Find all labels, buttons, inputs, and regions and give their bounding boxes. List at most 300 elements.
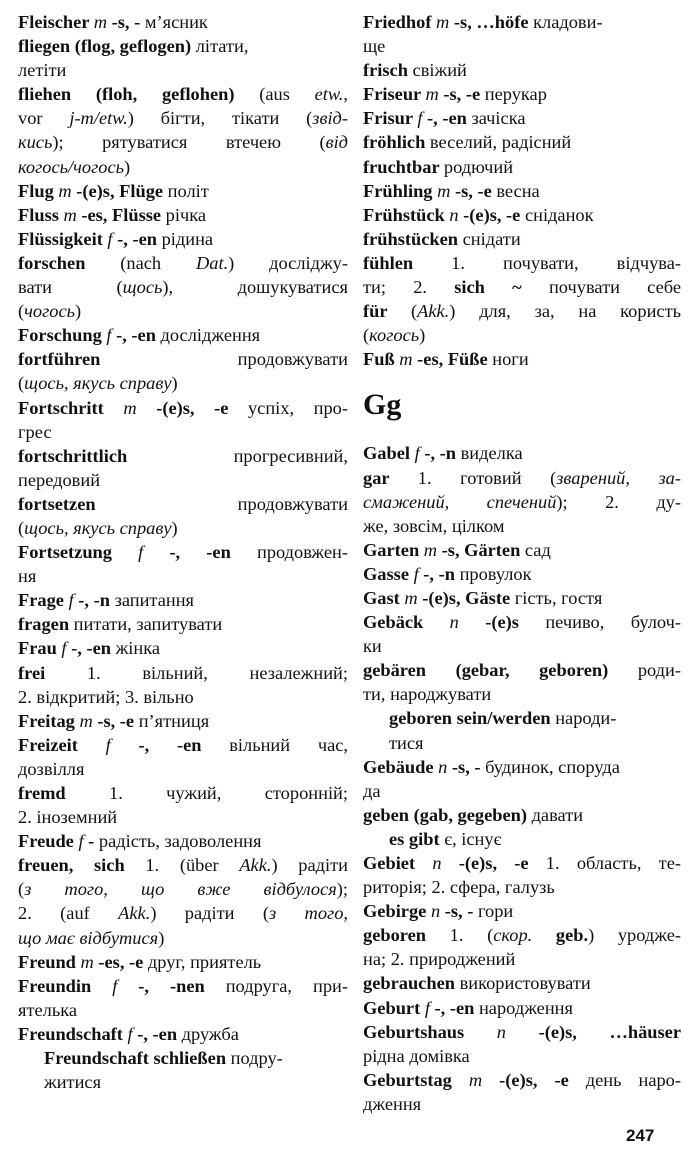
- translation-text: ти; 2.: [363, 277, 455, 298]
- entry-line: [18, 203, 348, 227]
- headword-text: frisch: [363, 60, 413, 81]
- translation-text: веселий, радісний: [429, 132, 572, 153]
- grammar-note-text: m: [468, 1069, 483, 1090]
- headword-text: Fuß: [363, 349, 400, 370]
- translation-text: ятелька: [18, 999, 78, 1020]
- entry-line: [363, 299, 681, 323]
- headword-text: Frühling: [363, 180, 438, 201]
- entry-line: [363, 441, 681, 465]
- translation-text: родючий: [443, 156, 514, 177]
- translation-text: почувати себе: [548, 277, 682, 298]
- grammar-note-text: з того,: [269, 903, 348, 924]
- translation-text: риторія; 2. сфера, галузь: [363, 877, 555, 898]
- entry-line: [363, 779, 681, 803]
- translation-text: 2. іноземний: [18, 807, 118, 828]
- headword-text: Geburt: [363, 997, 425, 1018]
- entry-line: [363, 490, 681, 514]
- translation-text: подру-: [230, 1048, 283, 1069]
- headword-text: Frisur: [363, 108, 418, 129]
- translation-text: 2. відкритий; 3. вільно: [18, 686, 194, 707]
- entry-line: [18, 251, 348, 275]
- translation-text: летіти: [18, 60, 67, 81]
- translation-text: є, існує: [444, 828, 502, 849]
- headword-text: -s, Gärten: [437, 539, 525, 560]
- entry-line: [18, 444, 348, 468]
- grammar-note-text: m: [58, 180, 72, 201]
- entry-line: [18, 371, 348, 395]
- grammar-note-text: скор.: [493, 925, 533, 946]
- headword-text: Gebäck: [363, 612, 450, 633]
- grammar-note-text: f: [106, 325, 112, 346]
- headword-text: Fleischer: [18, 12, 94, 32]
- headword-text: Garten: [363, 539, 424, 560]
- translation-text: житися: [44, 1072, 102, 1093]
- headword-text: Freundschaft: [18, 1023, 128, 1044]
- headword-text: Geburtstag: [363, 1069, 469, 1090]
- translation-text: подруга, при-: [225, 975, 348, 996]
- headword-text: fortführen: [18, 349, 238, 370]
- headword-text: Gebirge: [363, 901, 431, 922]
- grammar-note-text: f: [127, 1023, 133, 1044]
- entry-line: [18, 564, 348, 588]
- headword-text: es gibt: [389, 828, 445, 849]
- translation-text: ), дошукуватися: [162, 277, 348, 298]
- headword-text: Fortschritt: [18, 397, 124, 418]
- headword-text: Fortsetzung: [18, 542, 139, 563]
- headword-text: Freund: [18, 951, 81, 972]
- grammar-note-text: звід-: [312, 108, 348, 129]
- entry-line: [363, 971, 681, 995]
- entry-line: [363, 923, 681, 947]
- entry-line: [18, 829, 348, 853]
- translation-text: ): [171, 373, 178, 394]
- grammar-note-text: Akk.: [239, 855, 272, 876]
- grammar-note-text: f: [424, 997, 430, 1018]
- headword-text: -s, -e: [438, 84, 485, 105]
- headword-text: geben (gab, gegeben): [363, 804, 532, 825]
- translation-text: ки: [363, 636, 382, 657]
- headword-text: Gabel: [363, 443, 415, 464]
- headword-text: Gebäude: [363, 756, 439, 777]
- entry-line: [18, 540, 348, 564]
- translation-text: ,: [343, 84, 348, 105]
- headword-text: sich ~: [454, 277, 549, 298]
- translation-text: успіх, про-: [247, 397, 349, 418]
- grammar-note-text: m: [437, 180, 451, 201]
- headword-text: -, -en: [429, 997, 479, 1018]
- translation-text: продовжен-: [256, 542, 348, 563]
- headword-text: fruchtbar: [363, 156, 444, 177]
- entry-line: [363, 323, 681, 347]
- headword-text: Friseur: [363, 84, 426, 105]
- entry-line: [363, 658, 681, 682]
- translation-text: вільний час,: [229, 734, 349, 755]
- headword-text: Gasse: [363, 563, 414, 584]
- translation-text: (aus: [259, 84, 315, 105]
- entry-line: [18, 492, 348, 516]
- entry-line: [363, 130, 681, 154]
- entry-line: [18, 420, 348, 444]
- headword-text: Friedhof: [363, 12, 437, 32]
- grammar-note-text: когось/чогось: [18, 156, 124, 177]
- entry-line: [363, 610, 681, 634]
- entry-line: [363, 514, 681, 538]
- headword-text: Freundin: [18, 975, 113, 996]
- translation-text: дружба: [181, 1023, 239, 1044]
- translation-text: продовжувати: [237, 349, 348, 370]
- grammar-note-text: n: [449, 204, 459, 225]
- headword-text: Frau: [18, 638, 62, 659]
- grammar-note-text: Dat.: [195, 252, 229, 273]
- translation-text: ) бігти, тікати (: [127, 108, 313, 129]
- translation-text: сад: [524, 539, 551, 560]
- grammar-note-text: щось, якусь справу: [24, 517, 172, 538]
- grammar-note-text: m: [93, 12, 108, 32]
- headword-text: -(e)s, …häuser: [505, 1021, 681, 1042]
- grammar-note-text: m: [399, 349, 413, 370]
- headword-text: -es, Füße: [412, 349, 493, 370]
- translation-text: 1. область, те-: [545, 853, 681, 873]
- translation-text: грес: [18, 421, 52, 442]
- headword-text: -, -n: [419, 443, 461, 464]
- entry-line: [363, 34, 681, 58]
- grammar-note-text: f: [138, 542, 144, 563]
- headword-text: fortsetzen: [18, 493, 238, 514]
- entry-line: [18, 950, 348, 974]
- headword-text: Flug: [18, 180, 59, 201]
- grammar-note-text: f: [112, 975, 118, 996]
- headword-text: fliehen (floh, geflohen): [18, 84, 260, 105]
- entry-line: [363, 1092, 681, 1116]
- translation-text: ня: [18, 566, 37, 587]
- grammar-note-text: що має відбутися: [18, 927, 159, 948]
- headword-text: -, -en: [143, 542, 257, 563]
- grammar-note-text: etw.: [314, 84, 344, 105]
- entry-line: [18, 709, 348, 733]
- grammar-note-text: n: [430, 901, 441, 922]
- translation-text: питати, запитувати: [73, 614, 223, 635]
- entry-line: [363, 755, 681, 779]
- translation-text: 1. (über: [145, 855, 240, 876]
- headword-text: Gebiet: [363, 853, 433, 873]
- translation-text: ): [158, 927, 165, 948]
- translation-text: (: [18, 373, 25, 394]
- translation-text: народи-: [555, 708, 617, 729]
- headword-text: -, -en: [112, 228, 162, 249]
- grammar-note-text: від: [325, 132, 348, 153]
- translation-text: ноги: [492, 349, 529, 370]
- grammar-note-text: чогось: [24, 301, 75, 322]
- headword-text: -(e)s, Gäste: [417, 587, 515, 608]
- entry-line: [18, 853, 348, 877]
- entry-line: [363, 634, 681, 658]
- translation-text: політ: [167, 180, 209, 201]
- translation-text: ти, народжувати: [363, 684, 492, 705]
- headword-text: -es, -e: [93, 951, 148, 972]
- right-column-f-entries: [363, 10, 681, 371]
- entry-line: [363, 227, 681, 251]
- translation-text: (: [410, 301, 418, 322]
- headword-text: -(e)s: [458, 612, 546, 633]
- translation-text: весна: [496, 180, 540, 201]
- grammar-note-text: f: [61, 638, 67, 659]
- entry-line: [18, 926, 348, 950]
- headword-text: gebrauchen: [363, 973, 460, 994]
- translation-text: (: [18, 301, 25, 322]
- headword-text: -s, -: [440, 901, 478, 922]
- translation-text: vor: [18, 108, 70, 129]
- entry-line: [18, 974, 348, 998]
- entry-line: [18, 1070, 348, 1094]
- headword-text: fortschrittlich: [18, 445, 234, 466]
- grammar-note-text: f: [105, 734, 111, 755]
- grammar-note-text: Akk.: [118, 903, 151, 924]
- entry-line: [18, 299, 348, 323]
- translation-text: виделка: [460, 443, 523, 464]
- entry-line: [18, 588, 348, 612]
- page-number: 247: [626, 1126, 655, 1145]
- translation-text: (: [18, 517, 25, 538]
- entry-line: [18, 661, 348, 685]
- headword-text: Fluss: [18, 204, 64, 225]
- entry-line: [18, 901, 348, 925]
- right-column-g-entries: [363, 441, 681, 1116]
- translation-text: ); 2. ду-: [556, 491, 681, 512]
- grammar-note-text: f: [413, 563, 419, 584]
- headword-text: frühstücken: [363, 228, 463, 249]
- translation-text: (: [18, 879, 25, 900]
- translation-text: ): [419, 325, 426, 346]
- entry-line: [18, 227, 348, 251]
- translation-text: передовий: [18, 469, 101, 490]
- headword-text: Flüssigkeit: [18, 228, 108, 249]
- translation-text: прогресивний,: [233, 445, 348, 466]
- translation-text: вати (: [18, 277, 123, 298]
- grammar-note-text: m: [80, 951, 94, 972]
- translation-text: ще: [363, 36, 386, 57]
- entry-line: [18, 323, 348, 347]
- headword-text: -(e)s, -e: [441, 853, 546, 873]
- entry-line: [18, 1022, 348, 1046]
- translation-text: кладови-: [533, 12, 603, 32]
- headword-text: -, -nen: [117, 975, 226, 996]
- entry-line: [363, 586, 681, 610]
- translation-text: (: [363, 325, 370, 346]
- entry-line: [363, 106, 681, 130]
- entry-line: [18, 347, 348, 371]
- translation-text: ) досліджу-: [228, 252, 348, 273]
- headword-text: geboren sein/werden: [389, 708, 556, 729]
- headword-text: -, -en: [110, 734, 230, 755]
- translation-text: рідина: [161, 228, 214, 249]
- translation-text: печиво, булоч-: [545, 612, 682, 633]
- translation-text: п’ятниця: [138, 710, 210, 731]
- headword-text: Frage: [18, 590, 69, 611]
- entry-line: [363, 82, 681, 106]
- grammar-note-text: когось: [369, 325, 420, 346]
- grammar-note-text: j-m/etw.: [69, 108, 128, 129]
- headword-text: für: [363, 301, 411, 322]
- translation-text: перукар: [484, 84, 547, 105]
- translation-text: ) радіти (: [150, 903, 269, 924]
- grammar-note-text: n: [432, 853, 442, 873]
- translation-text: ): [75, 301, 82, 322]
- grammar-note-text: n: [438, 756, 448, 777]
- grammar-note-text: f: [68, 590, 74, 611]
- entry-line: [18, 396, 348, 420]
- translation-text: 2. (auf: [18, 903, 119, 924]
- headword-text: frei: [18, 662, 87, 683]
- section-heading: Gg: [363, 388, 402, 422]
- entry-line: [18, 781, 348, 805]
- entry-line: [363, 203, 681, 227]
- entry-line: [363, 947, 681, 971]
- translation-text: 1. чужий, сторонній;: [109, 783, 349, 803]
- headword-text: gar: [363, 467, 418, 488]
- entry-line: [18, 179, 348, 203]
- entry-line: [363, 251, 681, 275]
- grammar-note-text: m: [123, 397, 137, 418]
- headword-text: geb.: [532, 925, 589, 946]
- entry-line: [18, 636, 348, 660]
- translation-text: тися: [389, 732, 424, 753]
- translation-text: снідати: [462, 228, 521, 249]
- entry-line: [363, 851, 681, 875]
- entry-line: [363, 1020, 681, 1044]
- entry-line: [18, 58, 348, 82]
- entry-line: [18, 877, 348, 901]
- headword-text: fremd: [18, 783, 110, 803]
- headword-text: -, -en: [111, 325, 161, 346]
- grammar-note-text: з того, що вже відбулося: [24, 879, 337, 900]
- translation-text: (nach: [120, 252, 196, 273]
- translation-text: дозвілля: [18, 758, 85, 779]
- translation-text: річка: [165, 204, 207, 225]
- headword-text: Geburtshaus: [363, 1021, 497, 1042]
- entry-line: [18, 733, 348, 757]
- entry-line: [363, 1068, 681, 1092]
- headword-text: geboren: [363, 925, 450, 946]
- grammar-note-text: смажений, спечений: [363, 491, 557, 512]
- translation-text: 1. готовий (: [417, 467, 557, 488]
- translation-text: зачіска: [471, 108, 526, 129]
- entry-line: [363, 706, 681, 730]
- translation-text: використовувати: [459, 973, 591, 994]
- translation-text: літати,: [195, 36, 249, 57]
- headword-text: -es, Flüsse: [76, 204, 166, 225]
- grammar-note-text: m: [404, 587, 418, 608]
- right-column: [363, 10, 681, 1116]
- grammar-note-text: m: [423, 539, 438, 560]
- translation-text: ) для, за, на користь: [449, 301, 681, 322]
- entry-line: [363, 562, 681, 586]
- headword-text: -, -n: [418, 563, 460, 584]
- entry-line: [363, 827, 681, 851]
- translation-text: на; 2. природжений: [363, 949, 516, 970]
- headword-text: gebären (gebar, geboren): [363, 660, 638, 681]
- translation-text: провулок: [459, 563, 532, 584]
- translation-text: сніданок: [524, 204, 594, 225]
- translation-text: запитання: [114, 590, 194, 611]
- entry-line: [363, 731, 681, 755]
- headword-text: Freundschaft schließen: [44, 1048, 231, 1069]
- translation-text: радість, задоволення: [98, 831, 262, 852]
- translation-text: друг, приятель: [147, 951, 262, 972]
- headword-text: -, -n: [73, 590, 115, 611]
- translation-text: дження: [363, 1093, 422, 1114]
- grammar-note-text: f: [414, 443, 420, 464]
- entry-line: [363, 179, 681, 203]
- entry-line: [18, 612, 348, 636]
- grammar-note-text: Akk.: [417, 301, 450, 322]
- translation-text: народження: [478, 997, 573, 1018]
- grammar-note-text: f: [78, 831, 84, 852]
- entry-line: [363, 58, 681, 82]
- headword-text: Freude: [18, 831, 79, 852]
- grammar-note-text: m: [79, 710, 93, 731]
- grammar-note-text: m: [63, 204, 77, 225]
- headword-text: -(e)s, -e: [136, 397, 248, 418]
- translation-text: );: [336, 879, 348, 900]
- entry-line: [363, 996, 681, 1020]
- translation-text: же, зовсім, цілком: [363, 515, 505, 536]
- translation-text: 1. (: [449, 925, 494, 946]
- left-column: [18, 10, 348, 1094]
- entry-line: [363, 466, 681, 490]
- headword-text: -s, -e: [92, 710, 139, 731]
- translation-text: ); рятуватися втечею (: [52, 132, 326, 153]
- grammar-note-text: f: [107, 228, 113, 249]
- grammar-note-text: f: [417, 108, 423, 129]
- headword-text: -(e)s, -e: [458, 204, 525, 225]
- entry-line: [363, 1044, 681, 1068]
- headword-text: fröhlich: [363, 132, 430, 153]
- entry-line: [18, 516, 348, 540]
- headword-text: Freitag: [18, 710, 80, 731]
- grammar-note-text: кись: [18, 132, 53, 153]
- headword-text: forschen: [18, 252, 121, 273]
- translation-text: жінка: [115, 638, 161, 659]
- grammar-note-text: щось, якусь справу: [24, 373, 172, 394]
- entry-line: [18, 998, 348, 1022]
- translation-text: ): [171, 517, 178, 538]
- entry-line: [363, 682, 681, 706]
- translation-text: гість, гостя: [514, 587, 603, 608]
- entry-line: [363, 10, 681, 34]
- headword-text: fühlen: [363, 252, 452, 273]
- entry-line: [18, 34, 348, 58]
- entry-line: [18, 10, 348, 34]
- headword-text: Gast: [363, 587, 405, 608]
- translation-text: давати: [531, 804, 584, 825]
- translation-text: будинок, споруда: [485, 756, 620, 777]
- entry-line: [363, 538, 681, 562]
- translation-text: 1. почувати, відчува-: [451, 252, 682, 273]
- grammar-note-text: n: [449, 612, 459, 633]
- headword-text: -: [83, 831, 99, 852]
- grammar-note-text: щось: [122, 277, 163, 298]
- entry-line: [18, 685, 348, 709]
- translation-text: 1. вільний, незалежний;: [86, 662, 349, 683]
- entry-line: [18, 805, 348, 829]
- entry-line: [363, 875, 681, 899]
- grammar-note-text: m: [425, 84, 439, 105]
- entry-line: [18, 1046, 348, 1070]
- translation-text: ) радіти: [271, 855, 348, 876]
- headword-text: Forschung: [18, 325, 107, 346]
- headword-text: -s, -: [107, 12, 145, 32]
- translation-text: м’ясник: [144, 12, 208, 32]
